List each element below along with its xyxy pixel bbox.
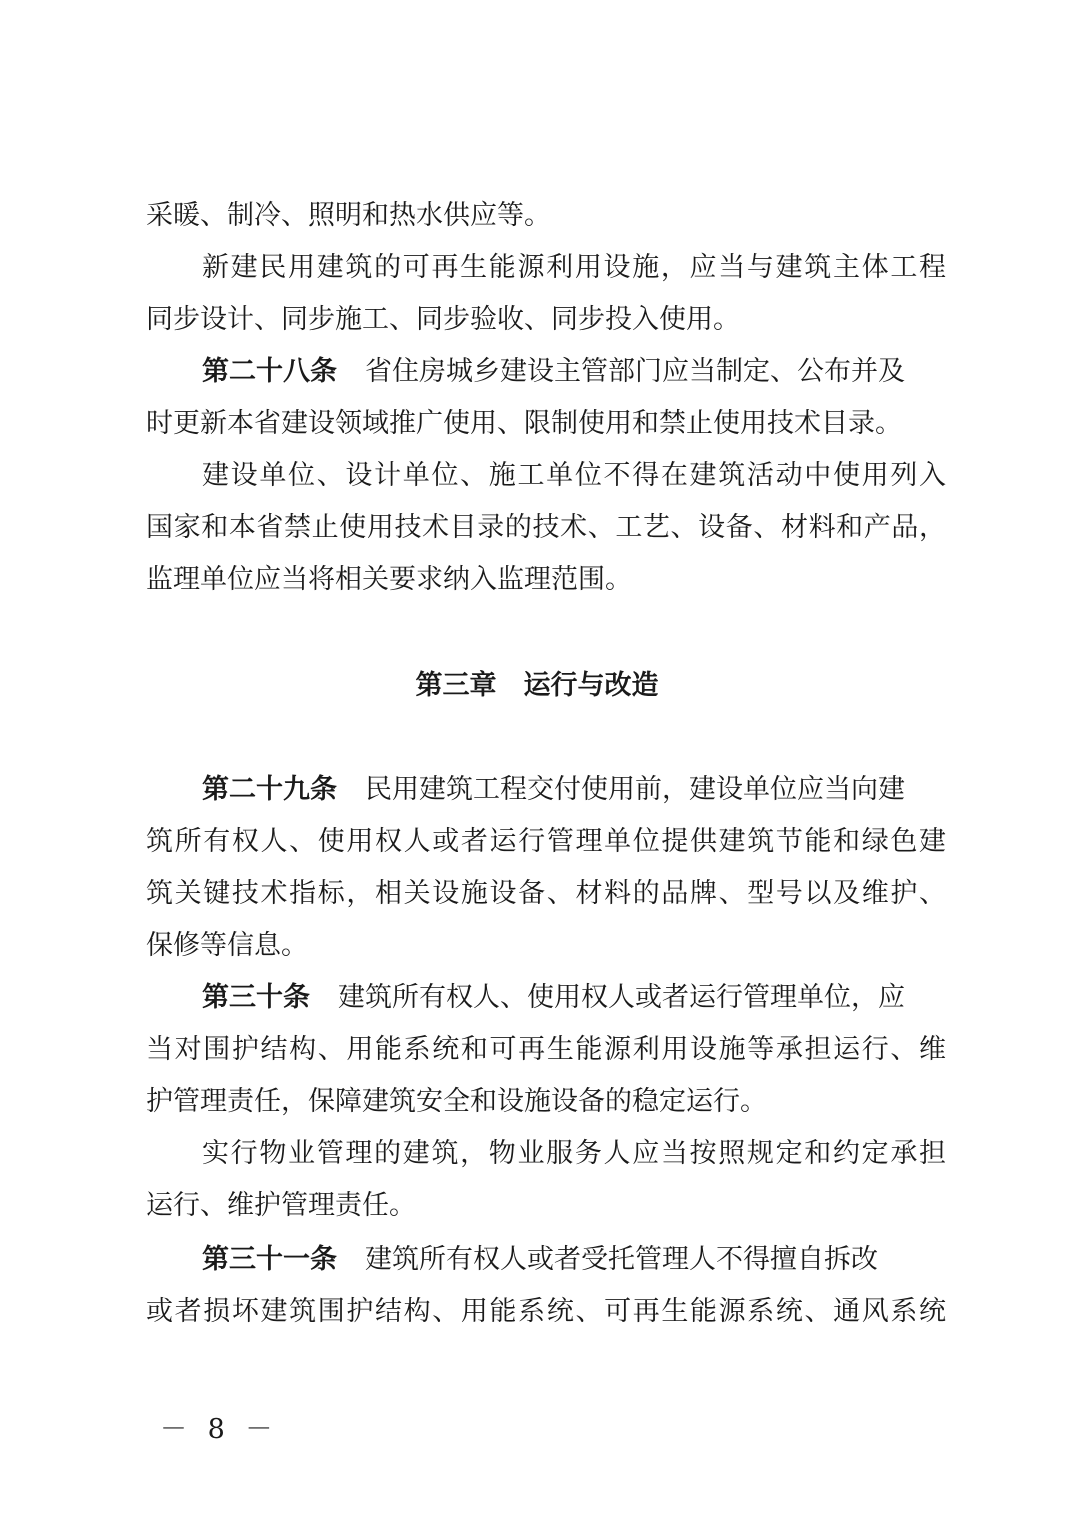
article-label: 第二十九条 bbox=[202, 774, 337, 805]
paragraph-line: 时更新本省建设领域推广使用、限制使用和禁止使用技术目录。 bbox=[146, 408, 902, 439]
article-text: 民用建筑工程交付使用前，建设单位应当向建 bbox=[365, 774, 905, 805]
paragraph-line: 同步设计、同步施工、同步验收、同步投入使用。 bbox=[146, 304, 740, 335]
paragraph-line: 护管理责任，保障建筑安全和设施设备的稳定运行。 bbox=[146, 1086, 767, 1117]
paragraph-line: 或者损坏建筑围护结构、用能系统、可再生能源系统、通风系统 bbox=[146, 1296, 946, 1327]
article-label: 第二十八条 bbox=[202, 356, 337, 387]
chapter-heading: 第三章 运行与改造 bbox=[415, 670, 659, 701]
paragraph-line: 采暖、制冷、照明和热水供应等。 bbox=[146, 200, 551, 231]
page-number: － 8 － bbox=[160, 1414, 279, 1445]
paragraph-line: 建设单位、设计单位、施工单位不得在建筑活动中使用列入 bbox=[202, 460, 946, 491]
article-text: 建筑所有权人或者受托管理人不得擅自拆改 bbox=[365, 1244, 878, 1275]
article-30-first-line bbox=[202, 978, 946, 1018]
article-label: 第三十一条 bbox=[202, 1244, 337, 1275]
article-label: 第三十条 bbox=[202, 982, 310, 1013]
paragraph-line: 当对围护结构、用能系统和可再生能源利用设施等承担运行、维 bbox=[146, 1034, 946, 1065]
article-29-first-line bbox=[202, 770, 946, 810]
paragraph-line: 保修等信息。 bbox=[146, 930, 308, 961]
article-28-first-line bbox=[202, 352, 946, 392]
article-31-first-line bbox=[202, 1240, 946, 1280]
paragraph-line: 筑关键技术指标，相关设施设备、材料的品牌、型号以及维护、 bbox=[146, 878, 946, 909]
paragraph-line: 筑所有权人、使用权人或者运行管理单位提供建筑节能和绿色建 bbox=[146, 826, 946, 857]
paragraph-line: 新建民用建筑的可再生能源利用设施，应当与建筑主体工程 bbox=[202, 252, 946, 283]
paragraph-line: 实行物业管理的建筑，物业服务人应当按照规定和约定承担 bbox=[202, 1138, 946, 1169]
paragraph-line: 国家和本省禁止使用技术目录的技术、工艺、设备、材料和产品， bbox=[146, 512, 946, 543]
paragraph-line: 监理单位应当将相关要求纳入监理范围。 bbox=[146, 564, 632, 595]
paragraph-line: 运行、维护管理责任。 bbox=[146, 1190, 416, 1221]
article-text: 建筑所有权人、使用权人或者运行管理单位，应 bbox=[338, 982, 905, 1013]
article-text: 省住房城乡建设主管部门应当制定、公布并及 bbox=[365, 356, 905, 387]
